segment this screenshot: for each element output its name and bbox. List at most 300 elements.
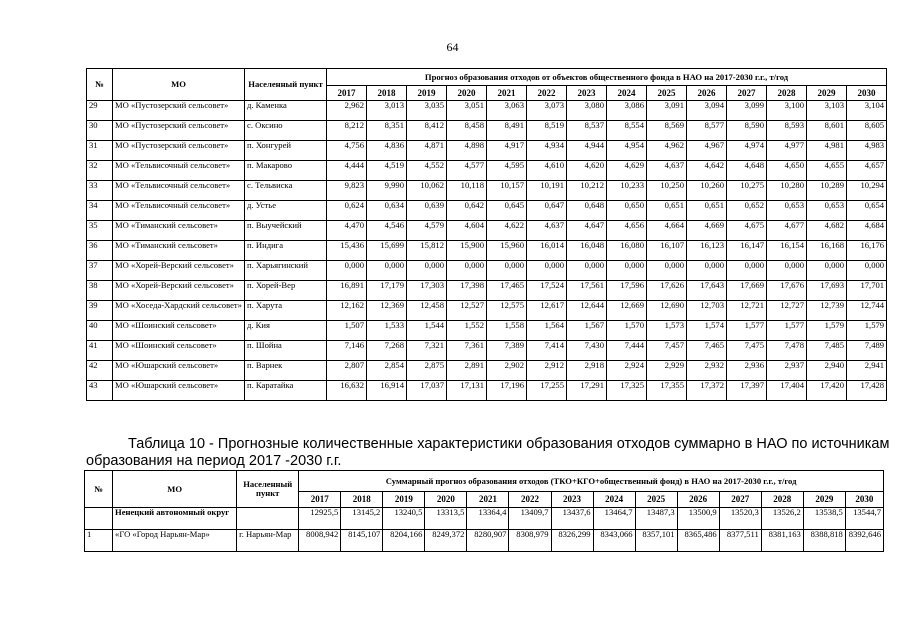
year-header: 2030 — [847, 86, 887, 101]
row-value: 8280,907 — [467, 530, 509, 552]
row-value: 2,875 — [407, 361, 447, 381]
row-value: 0,000 — [687, 261, 727, 281]
row-value: 2,962 — [327, 101, 367, 121]
row-settlement: с. Тельвиска — [245, 181, 327, 201]
waste-forecast-table-public-fund — [86, 68, 887, 401]
row-value: 16,891 — [327, 281, 367, 301]
row-mo: МО «Хоседа-Хардский сельсовет» — [113, 301, 245, 321]
year-header: 2021 — [487, 86, 527, 101]
row-value: 3,073 — [527, 101, 567, 121]
row-settlement: п. Макарово — [245, 161, 327, 181]
row-value: 12,703 — [687, 301, 727, 321]
row-value: 12925,5 — [299, 508, 341, 530]
row-mo: МО «Тиманский сельсовет» — [113, 241, 245, 261]
table-row — [85, 508, 884, 530]
row-value: 0,642 — [447, 201, 487, 221]
row-value: 17,428 — [847, 381, 887, 401]
row-value: 17,626 — [647, 281, 687, 301]
row-value: 17,291 — [567, 381, 607, 401]
row-mo: МО «Пустозерский сельсовет» — [113, 121, 245, 141]
row-value: 17,693 — [807, 281, 847, 301]
row-value: 7,457 — [647, 341, 687, 361]
row-value: 0,000 — [367, 261, 407, 281]
table-row — [87, 241, 887, 261]
row-settlement: п. Харута — [245, 301, 327, 321]
row-value: 1,544 — [407, 321, 447, 341]
waste-forecast-table-total — [84, 470, 884, 552]
row-value: 2,936 — [727, 361, 767, 381]
row-value: 4,981 — [807, 141, 847, 161]
row-value: 4,444 — [327, 161, 367, 181]
row-value: 10,157 — [487, 181, 527, 201]
row-number: 34 — [87, 201, 113, 221]
row-value: 13437,6 — [551, 508, 593, 530]
header-mo: МО — [113, 471, 237, 508]
table-row — [87, 341, 887, 361]
row-value: 4,967 — [687, 141, 727, 161]
year-header: 2024 — [593, 492, 635, 508]
row-value: 0,654 — [847, 201, 887, 221]
row-value: 4,552 — [407, 161, 447, 181]
row-value: 4,622 — [487, 221, 527, 241]
row-value: 4,669 — [687, 221, 727, 241]
year-header: 2021 — [467, 492, 509, 508]
row-value: 0,639 — [407, 201, 447, 221]
row-value: 13538,5 — [803, 508, 845, 530]
row-value: 17,037 — [407, 381, 447, 401]
row-number: 39 — [87, 301, 113, 321]
row-mo: «ГО «Город Нарьян-Мар» — [113, 530, 237, 552]
row-value: 15,436 — [327, 241, 367, 261]
row-value: 7,489 — [847, 341, 887, 361]
year-header: 2025 — [635, 492, 677, 508]
table-body — [87, 101, 887, 401]
row-value: 0,000 — [407, 261, 447, 281]
year-header: 2020 — [447, 86, 487, 101]
row-value: 4,756 — [327, 141, 367, 161]
row-value: 12,744 — [847, 301, 887, 321]
row-value: 10,250 — [647, 181, 687, 201]
table-row — [87, 121, 887, 141]
table-row — [85, 530, 884, 552]
row-value: 2,902 — [487, 361, 527, 381]
row-value: 7,475 — [727, 341, 767, 361]
row-number: 29 — [87, 101, 113, 121]
year-header: 2029 — [807, 86, 847, 101]
row-value: 4,664 — [647, 221, 687, 241]
row-value: 1,564 — [527, 321, 567, 341]
row-settlement: п. Варнек — [245, 361, 327, 381]
row-settlement: п. Харьягинский — [245, 261, 327, 281]
row-value: 10,280 — [767, 181, 807, 201]
row-value: 8377,511 — [719, 530, 761, 552]
row-value: 8326,299 — [551, 530, 593, 552]
row-value: 8,593 — [767, 121, 807, 141]
page-number: 64 — [446, 40, 459, 54]
row-value: 1,579 — [847, 321, 887, 341]
row-value: 12,739 — [807, 301, 847, 321]
row-value: 17,596 — [607, 281, 647, 301]
row-value: 13409,7 — [509, 508, 551, 530]
row-value: 3,086 — [607, 101, 647, 121]
year-header: 2023 — [567, 86, 607, 101]
year-header: 2028 — [767, 86, 807, 101]
row-value: 17,524 — [527, 281, 567, 301]
row-number: 32 — [87, 161, 113, 181]
row-value: 0,624 — [327, 201, 367, 221]
row-value: 17,701 — [847, 281, 887, 301]
year-header: 2022 — [509, 492, 551, 508]
row-value: 2,940 — [807, 361, 847, 381]
row-settlement — [237, 508, 299, 530]
row-value: 4,983 — [847, 141, 887, 161]
row-value: 0,000 — [807, 261, 847, 281]
row-value: 7,444 — [607, 341, 647, 361]
row-value: 4,974 — [727, 141, 767, 161]
row-value: 16,154 — [767, 241, 807, 261]
row-value: 4,898 — [447, 141, 487, 161]
row-number: 36 — [87, 241, 113, 261]
row-mo: МО «Юшарский сельсовет» — [113, 361, 245, 381]
row-value: 0,000 — [327, 261, 367, 281]
header-num: № — [85, 471, 113, 508]
row-value: 1,533 — [367, 321, 407, 341]
row-value: 7,414 — [527, 341, 567, 361]
row-value: 4,595 — [487, 161, 527, 181]
row-value: 0,651 — [687, 201, 727, 221]
row-value: 7,361 — [447, 341, 487, 361]
row-value: 17,669 — [727, 281, 767, 301]
header-forecast: Прогноз образования отходов от объектов общественного фонда в НАО на 2017-2030 г.г., т/год — [327, 69, 887, 86]
table-row — [87, 101, 887, 121]
row-value: 16,080 — [607, 241, 647, 261]
row-value: 13464,7 — [593, 508, 635, 530]
row-value: 3,103 — [807, 101, 847, 121]
row-value: 1,573 — [647, 321, 687, 341]
table-row — [87, 301, 887, 321]
row-value: 4,836 — [367, 141, 407, 161]
row-value: 13313,5 — [425, 508, 467, 530]
row-value: 17,643 — [687, 281, 727, 301]
header-forecast: Суммарный прогноз образования отходов (ТКО+КГО+общественный фонд) в НАО на 2017-2030 г.г., т/год — [299, 471, 884, 492]
row-settlement: д. Кия — [245, 321, 327, 341]
row-number: 43 — [87, 381, 113, 401]
row-value: 2,937 — [767, 361, 807, 381]
row-value: 0,650 — [607, 201, 647, 221]
row-value: 10,233 — [607, 181, 647, 201]
table-row — [87, 361, 887, 381]
row-value: 1,570 — [607, 321, 647, 341]
row-value: 8,212 — [327, 121, 367, 141]
row-value: 4,684 — [847, 221, 887, 241]
table-row — [87, 201, 887, 221]
row-value: 8,491 — [487, 121, 527, 141]
header-num: № — [87, 69, 113, 101]
row-value: 4,675 — [727, 221, 767, 241]
row-mo: МО «Шоинский сельсовет» — [113, 341, 245, 361]
year-header: 2019 — [383, 492, 425, 508]
row-value: 4,656 — [607, 221, 647, 241]
row-number: 35 — [87, 221, 113, 241]
row-mo: МО «Пустозерский сельсовет» — [113, 141, 245, 161]
row-value: 8,601 — [807, 121, 847, 141]
row-value: 13145,2 — [341, 508, 383, 530]
row-value: 17,196 — [487, 381, 527, 401]
row-value: 4,871 — [407, 141, 447, 161]
row-value: 4,637 — [647, 161, 687, 181]
row-value: 4,642 — [687, 161, 727, 181]
row-value: 13487,3 — [635, 508, 677, 530]
row-value: 0,000 — [607, 261, 647, 281]
row-value: 8,458 — [447, 121, 487, 141]
row-value: 4,546 — [367, 221, 407, 241]
row-value: 10,118 — [447, 181, 487, 201]
row-value: 3,094 — [687, 101, 727, 121]
row-value: 8,605 — [847, 121, 887, 141]
row-value: 4,977 — [767, 141, 807, 161]
row-value: 17,303 — [407, 281, 447, 301]
row-value: 4,629 — [607, 161, 647, 181]
row-value: 4,917 — [487, 141, 527, 161]
row-value: 1,577 — [767, 321, 807, 341]
row-value: 0,000 — [647, 261, 687, 281]
year-header: 2018 — [367, 86, 407, 101]
row-value: 10,294 — [847, 181, 887, 201]
row-value: 13520,3 — [719, 508, 761, 530]
row-value: 8388,818 — [803, 530, 845, 552]
row-value: 3,091 — [647, 101, 687, 121]
row-number: 41 — [87, 341, 113, 361]
row-value: 8,577 — [687, 121, 727, 141]
row-value: 13240,5 — [383, 508, 425, 530]
row-settlement: с. Оксино — [245, 121, 327, 141]
row-mo: МО «Тиманский сельсовет» — [113, 221, 245, 241]
year-header: 2026 — [677, 492, 719, 508]
row-value: 1,577 — [727, 321, 767, 341]
row-value: 0,000 — [767, 261, 807, 281]
row-number — [85, 508, 113, 530]
header-mo: МО — [113, 69, 245, 101]
row-value: 2,932 — [687, 361, 727, 381]
row-value: 10,260 — [687, 181, 727, 201]
row-value: 10,191 — [527, 181, 567, 201]
row-value: 8381,163 — [761, 530, 803, 552]
row-value: 4,620 — [567, 161, 607, 181]
row-value: 0,000 — [727, 261, 767, 281]
caption-line-1: Таблица 10 - Прогнозные количественные характеристики образования отходов суммарно в НАО по источникам — [128, 436, 890, 452]
row-value: 13364,4 — [467, 508, 509, 530]
row-value: 12,727 — [767, 301, 807, 321]
row-value: 3,100 — [767, 101, 807, 121]
row-value: 12,617 — [527, 301, 567, 321]
row-value: 7,478 — [767, 341, 807, 361]
row-number: 42 — [87, 361, 113, 381]
table-row — [87, 181, 887, 201]
row-value: 10,062 — [407, 181, 447, 201]
row-mo: МО «Тельвисочный сельсовет» — [113, 161, 245, 181]
row-mo: МО «Шоинский сельсовет» — [113, 321, 245, 341]
row-value: 3,080 — [567, 101, 607, 121]
row-value: 3,013 — [367, 101, 407, 121]
row-settlement: г. Нарьян-Мар — [237, 530, 299, 552]
row-value: 1,579 — [807, 321, 847, 341]
row-value: 8308,979 — [509, 530, 551, 552]
row-value: 0,634 — [367, 201, 407, 221]
row-value: 8249,372 — [425, 530, 467, 552]
row-value: 0,651 — [647, 201, 687, 221]
row-value: 16,048 — [567, 241, 607, 261]
row-value: 9,990 — [367, 181, 407, 201]
row-value: 0,653 — [807, 201, 847, 221]
row-value: 4,577 — [447, 161, 487, 181]
row-number: 33 — [87, 181, 113, 201]
row-value: 10,289 — [807, 181, 847, 201]
row-value: 1,574 — [687, 321, 727, 341]
row-value: 2,929 — [647, 361, 687, 381]
row-value: 15,699 — [367, 241, 407, 261]
year-header: 2019 — [407, 86, 447, 101]
row-value: 2,891 — [447, 361, 487, 381]
row-value: 12,721 — [727, 301, 767, 321]
row-value: 0,000 — [527, 261, 567, 281]
row-value: 8,519 — [527, 121, 567, 141]
row-value: 8,554 — [607, 121, 647, 141]
row-value: 7,389 — [487, 341, 527, 361]
row-value: 4,954 — [607, 141, 647, 161]
row-value: 8,412 — [407, 121, 447, 141]
row-value: 4,647 — [567, 221, 607, 241]
row-value: 7,430 — [567, 341, 607, 361]
row-value: 10,275 — [727, 181, 767, 201]
row-value: 7,321 — [407, 341, 447, 361]
year-header: 2027 — [719, 492, 761, 508]
row-value: 4,657 — [847, 161, 887, 181]
row-value: 17,676 — [767, 281, 807, 301]
row-value: 17,420 — [807, 381, 847, 401]
row-value: 0,652 — [727, 201, 767, 221]
row-value: 8,537 — [567, 121, 607, 141]
row-settlement: п. Выучейский — [245, 221, 327, 241]
row-value: 17,398 — [447, 281, 487, 301]
row-value: 4,604 — [447, 221, 487, 241]
row-value: 4,682 — [807, 221, 847, 241]
row-number: 1 — [85, 530, 113, 552]
row-value: 2,912 — [527, 361, 567, 381]
row-value: 16,107 — [647, 241, 687, 261]
table-row — [87, 321, 887, 341]
caption-line-2: образования на период 2017 -2030 г.г. — [86, 453, 342, 469]
row-settlement: д. Каменка — [245, 101, 327, 121]
row-value: 3,051 — [447, 101, 487, 121]
row-value: 13526,2 — [761, 508, 803, 530]
row-value: 12,644 — [567, 301, 607, 321]
year-header: 2028 — [761, 492, 803, 508]
row-value: 7,485 — [807, 341, 847, 361]
row-mo: МО «Хорей-Верский сельсовет» — [113, 261, 245, 281]
row-value: 0,647 — [527, 201, 567, 221]
row-value: 10,212 — [567, 181, 607, 201]
row-value: 12,575 — [487, 301, 527, 321]
row-value: 17,465 — [487, 281, 527, 301]
row-value: 8204,166 — [383, 530, 425, 552]
table-row — [87, 221, 887, 241]
table-row — [87, 261, 887, 281]
row-value: 4,637 — [527, 221, 567, 241]
year-header: 2024 — [607, 86, 647, 101]
row-value: 4,655 — [807, 161, 847, 181]
row-value: 16,147 — [727, 241, 767, 261]
year-header: 2030 — [845, 492, 883, 508]
row-value: 15,900 — [447, 241, 487, 261]
row-value: 8357,101 — [635, 530, 677, 552]
year-header: 2022 — [527, 86, 567, 101]
row-value: 7,268 — [367, 341, 407, 361]
row-value: 4,610 — [527, 161, 567, 181]
row-value: 15,960 — [487, 241, 527, 261]
row-value: 13544,7 — [845, 508, 883, 530]
row-value: 4,579 — [407, 221, 447, 241]
row-settlement: п. Каратайка — [245, 381, 327, 401]
year-header: 2029 — [803, 492, 845, 508]
row-value: 12,369 — [367, 301, 407, 321]
row-mo: МО «Тельвисочный сельсовет» — [113, 181, 245, 201]
table-row — [87, 161, 887, 181]
row-value: 12,458 — [407, 301, 447, 321]
row-value: 4,677 — [767, 221, 807, 241]
table-row — [87, 141, 887, 161]
row-mo: МО «Тельвисочный сельсовет» — [113, 201, 245, 221]
row-value: 16,123 — [687, 241, 727, 261]
row-value: 3,104 — [847, 101, 887, 121]
row-value: 17,325 — [607, 381, 647, 401]
row-value: 16,914 — [367, 381, 407, 401]
row-value: 9,823 — [327, 181, 367, 201]
row-value: 16,014 — [527, 241, 567, 261]
row-value: 17,179 — [367, 281, 407, 301]
table-row — [87, 281, 887, 301]
row-settlement: п. Хонгурей — [245, 141, 327, 161]
row-value: 13500,9 — [677, 508, 719, 530]
row-value: 0,000 — [447, 261, 487, 281]
row-value: 16,168 — [807, 241, 847, 261]
header-settlement: Населенный пункт — [245, 69, 327, 101]
row-value: 17,355 — [647, 381, 687, 401]
row-value: 4,944 — [567, 141, 607, 161]
row-value: 4,962 — [647, 141, 687, 161]
row-value: 15,812 — [407, 241, 447, 261]
row-value: 8008,942 — [299, 530, 341, 552]
row-value: 2,854 — [367, 361, 407, 381]
row-value: 8145,107 — [341, 530, 383, 552]
row-value: 7,465 — [687, 341, 727, 361]
row-value: 12,162 — [327, 301, 367, 321]
row-value: 0,653 — [767, 201, 807, 221]
row-settlement: п. Хорей-Вер — [245, 281, 327, 301]
row-value: 1,552 — [447, 321, 487, 341]
row-value: 8,569 — [647, 121, 687, 141]
row-value: 3,099 — [727, 101, 767, 121]
table-caption — [86, 436, 888, 470]
row-value: 0,000 — [567, 261, 607, 281]
row-value: 17,372 — [687, 381, 727, 401]
year-header: 2025 — [647, 86, 687, 101]
row-value: 16,176 — [847, 241, 887, 261]
row-value: 4,470 — [327, 221, 367, 241]
row-mo: МО «Хорей-Верский сельсовет» — [113, 281, 245, 301]
row-value: 16,632 — [327, 381, 367, 401]
row-value: 2,807 — [327, 361, 367, 381]
row-number: 31 — [87, 141, 113, 161]
